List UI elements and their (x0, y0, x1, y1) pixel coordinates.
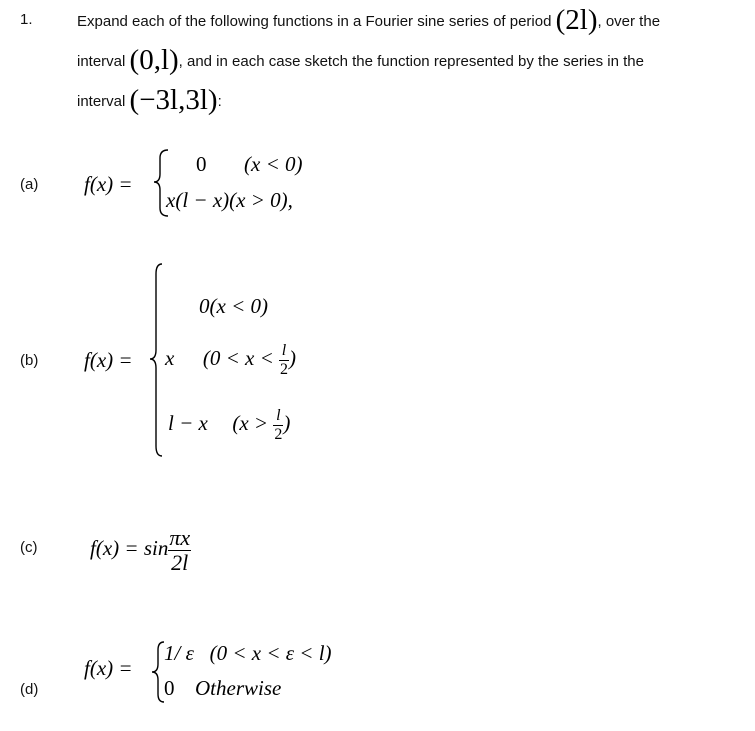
part-d-case2-condition: Otherwise (195, 676, 282, 700)
part-a-case2: x(l − x)(x > 0), (166, 188, 293, 212)
part-b-case3-close: ) (283, 411, 291, 435)
part-b-lhs: f(x) = (84, 348, 133, 372)
part-c-fraction (168, 524, 191, 575)
part-b-label: (b) (20, 352, 39, 369)
interval-expression-1: (0,l) (129, 44, 179, 76)
problem-line-1 (77, 2, 660, 38)
interval-expression-2: (−3l,3l) (129, 84, 218, 116)
part-b-case2-value: x (165, 346, 175, 370)
part-b-case3-denominator: 2 (274, 425, 283, 443)
part-b-case3 (168, 398, 290, 448)
problem-number: 1. (20, 11, 33, 28)
line2-text-a: interval (77, 53, 126, 70)
part-b-case2 (165, 333, 296, 383)
line1-text-a: Expand each of the following functions in a Fourier sine series of period (77, 13, 552, 30)
part-a-case1-condition: (x < 0) (244, 152, 303, 176)
part-d-case2 (164, 676, 281, 701)
part-d-case2-value: 0 (164, 676, 175, 700)
part-b-case2-condition: (0 < x < (202, 346, 274, 370)
part-b-case3-fraction (273, 408, 283, 443)
line1-text-b: , over the (597, 13, 661, 30)
line3-text-a: interval (77, 93, 126, 110)
part-c-expression (90, 518, 191, 578)
part-d-lhs: f(x) = (84, 656, 133, 680)
line3-text-b: : (217, 93, 222, 110)
part-b-case2-denominator: 2 (279, 360, 288, 378)
line2-text-b: , and in each case sketch the function represented by the series in the (178, 53, 644, 70)
period-expression: (2l) (555, 4, 598, 36)
part-b-case2-fraction (279, 343, 289, 378)
part-a-label: (a) (20, 176, 39, 193)
part-c-denominator: 2l (171, 549, 189, 575)
part-b-case3-value: l − x (168, 411, 208, 435)
part-d-label: (d) (20, 681, 39, 698)
part-b-case3-condition: (x > (232, 411, 269, 435)
problem-line-2 (77, 42, 644, 78)
problem-line-3 (77, 82, 222, 118)
part-b-case3-numerator: l (273, 408, 283, 426)
part-c-numerator: πx (169, 524, 191, 550)
part-b-case2-close: ) (288, 346, 296, 370)
part-a-case1-value: 0 (196, 152, 207, 176)
part-b-case2-numerator: l (279, 343, 289, 361)
part-c-lhs: f(x) = sin (90, 536, 169, 560)
part-b-case1: 0(x < 0) (199, 294, 268, 318)
part-a-lhs: f(x) = (84, 172, 133, 196)
part-c-label: (c) (20, 539, 38, 556)
part-d-case1: 1/ ε (0 < x < ε < l) (164, 641, 332, 665)
